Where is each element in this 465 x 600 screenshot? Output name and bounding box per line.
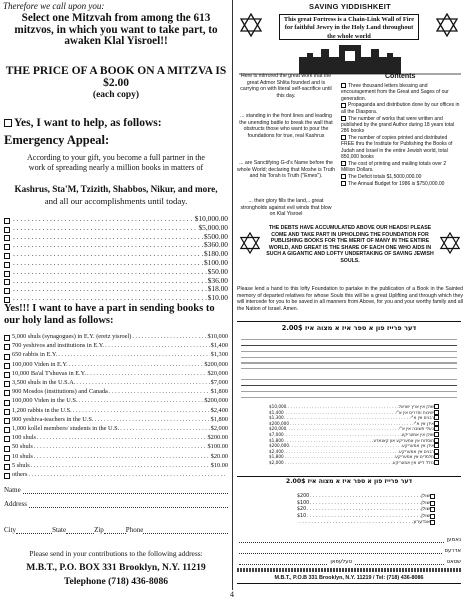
send-option-amount: $200,000 (204, 360, 228, 368)
telephone: Telephone (718) 436-8086 (63, 576, 169, 587)
send-option[interactable] (4, 387, 228, 396)
contents-item (341, 102, 461, 115)
send-option-label: 5,000 shuls (synagogues) in E.Y. (eretz yisroel) (12, 333, 132, 340)
hebrew-option-label: רבנים אין א"י (410, 415, 434, 421)
hebrew-small-option[interactable] (297, 514, 437, 521)
checkbox[interactable] (4, 409, 10, 415)
phone-field[interactable] (143, 533, 228, 534)
price-title: THE PRICE OF A BOOK ON A MITZVA IS $2.00 (5, 65, 227, 89)
checkbox[interactable] (4, 279, 10, 285)
hebrew-price-title: דער פרייז פון א ספר איז א מצוה איז 2.00$ (281, 324, 417, 332)
star-of-david-icon (239, 13, 263, 37)
hebrew-address-field[interactable] (239, 553, 442, 554)
hebrew-contact-form (239, 532, 461, 565)
send-option[interactable] (4, 350, 228, 359)
appeal-body: According to your gift, you become a full partner in the work of spreading nearly a million books in matters of (27, 153, 205, 172)
intro-text: Therefore we call upon you: (3, 1, 105, 11)
price-sub: (each copy) (92, 90, 140, 100)
amount-option[interactable] (4, 277, 228, 286)
contents-title: Contents (385, 73, 416, 80)
send-option[interactable] (4, 360, 228, 369)
checkbox[interactable] (434, 460, 439, 465)
send-option[interactable] (4, 415, 228, 424)
send-option[interactable] (4, 470, 228, 479)
contents-item-text: Three thousand letters blessing and encouragement from the Great and Sages of our generation. (341, 83, 449, 102)
column-divider (232, 0, 233, 592)
amount-value: $10.00 (207, 293, 228, 303)
divider (237, 321, 461, 322)
hebrew-option-amount: $2,400 (269, 448, 284, 454)
checkbox[interactable] (430, 494, 435, 499)
sanctifying-text: ... are Sanctifying G-d's Name before the whole World; declaring that Moshe is Truth and his Torah is Truth ("Emes"). (237, 160, 335, 180)
hebrew-option-amount: $200,000 (269, 420, 289, 426)
fortress-box: This great Fortress is a Chain-Link Wall of Fire for faithful Jewry in the Holy Land throughout the whole world (279, 14, 419, 40)
send-option[interactable] (4, 341, 228, 350)
send-options (4, 332, 228, 479)
checkbox[interactable] (4, 119, 12, 127)
appeal-end: and all our accomplishments until today. (44, 196, 188, 206)
star-of-david-icon (439, 232, 461, 254)
select-mitzvah-heading: Select one Mitzvah from among the 613 mitzvos, in which you want to take part, to awaken Klal Yisroel!! (14, 12, 218, 47)
hebrew-option-amount: $2,000 (269, 459, 284, 465)
contents-item-text: The Deficit totals $1,5000,000.00 (348, 174, 422, 181)
send-option-label: 650 rabbis in E.Y. (12, 351, 58, 359)
checkbox[interactable] (4, 390, 10, 396)
send-option[interactable] (4, 369, 228, 378)
send-option-label: 900 Mosdos (institutions) and Canada (12, 388, 108, 396)
send-option[interactable] (4, 442, 228, 451)
amount-option[interactable] (4, 294, 228, 303)
send-option-label: 100,000 Viden in the U.S. (12, 397, 78, 405)
hebrew-option-label: מלמדים אין אמעריקע (395, 454, 434, 460)
send-option-amount: $1,800 (210, 415, 228, 423)
hebrew-text-lines (241, 376, 457, 398)
checkbox[interactable] (4, 418, 10, 424)
checkbox[interactable] (434, 438, 439, 443)
hebrew-option-label: כולל לייט אין אמעריקע (392, 459, 434, 465)
send-option-label: 3,500 shuls in the U.S.A. (12, 379, 76, 387)
hebrew-small-label: שולן (421, 513, 430, 519)
hebrew-small-option[interactable] (297, 501, 437, 508)
send-option-label: 10 shuls (12, 452, 33, 460)
checkbox[interactable] (341, 116, 346, 121)
divider (237, 476, 461, 477)
hebrew-intro-block (241, 336, 457, 372)
hebrew-small-amount: $10 (297, 513, 307, 519)
contents-list (341, 83, 461, 188)
hebrew-option-amount: $1,800 (269, 437, 284, 443)
hebrew-option-label: רבנים אין אמעריקע (399, 448, 434, 454)
checkbox[interactable] (434, 410, 439, 415)
contents-item (341, 83, 461, 102)
hebrew-small-options (297, 494, 437, 527)
send-option-amount: $2,400 (210, 406, 228, 414)
checkbox[interactable] (4, 288, 10, 294)
checkbox[interactable] (4, 244, 10, 250)
send-option-amount: $1,800 (210, 388, 228, 396)
amount-option[interactable] (4, 268, 228, 277)
send-option-amount: $100.00 (207, 443, 228, 451)
checkbox[interactable] (4, 381, 10, 387)
amount-options (4, 215, 228, 303)
address-field[interactable] (29, 507, 228, 508)
hebrew-option-label: אידן אין אמעריקע (402, 443, 434, 449)
checkbox[interactable] (434, 432, 439, 437)
mirrored-text: Here is mirrored the great work that the great Admor Shlita founded and is carrying on with literal self-sacrifice until this day. (240, 73, 332, 99)
amount-option[interactable] (4, 259, 228, 268)
send-option[interactable] (4, 378, 228, 387)
hebrew-options (269, 404, 441, 466)
send-option-label: 700 yeshivos and institutions in E.Y. (12, 342, 105, 350)
send-option-label: 1,000 kollel members/ students in the U.S. (12, 425, 120, 433)
hebrew-small-option[interactable] (297, 494, 437, 501)
checkbox[interactable] (4, 363, 10, 369)
page-number: 4 (222, 590, 242, 599)
hebrew-text-lines (241, 336, 457, 372)
checkbox[interactable] (434, 449, 439, 454)
send-option-amount: $10,000 (207, 333, 228, 340)
send-option-amount: $20.00 (210, 452, 228, 460)
checkbox[interactable] (341, 161, 346, 166)
checkbox[interactable] (4, 262, 10, 268)
amount-value: $50.00 (207, 266, 228, 276)
send-option[interactable] (4, 461, 228, 470)
checkbox[interactable] (434, 426, 439, 431)
checkbox[interactable] (341, 103, 346, 108)
divider (237, 583, 461, 584)
glory-text: ... their glory fills the land,.. great strongholds against evil winds that blow on Klal Yisroel (240, 198, 332, 218)
send-option-amount: $1,300 (210, 351, 228, 359)
checkbox[interactable] (434, 421, 439, 426)
checkbox[interactable] (430, 514, 435, 519)
checkbox[interactable] (341, 174, 346, 179)
send-option[interactable] (4, 332, 228, 341)
checkbox[interactable] (4, 335, 10, 341)
address-label: Address (4, 500, 27, 508)
checkbox[interactable] (341, 83, 346, 88)
contents-item (341, 135, 461, 160)
amount-value: $100.00 (203, 257, 228, 267)
send-option[interactable] (4, 406, 228, 415)
hebrew-option-amount: $1,300 (269, 415, 284, 421)
saving-yiddishkeit-header: SAVING YIDDISHKEIT (309, 2, 391, 11)
hebrew-phone-field[interactable] (239, 564, 327, 565)
hebrew-city-label: שטאט (446, 559, 461, 565)
yes-help-heading: Yes, I want to help, as follows: (4, 117, 162, 129)
send-option-amount: $2,000 (210, 425, 228, 433)
hebrew-option-label: מוסדות אין אמעריקע און קאנאדע (373, 437, 434, 443)
amount-value: $10,000.00 (194, 214, 228, 223)
checkbox[interactable] (4, 473, 10, 479)
amount-option[interactable] (4, 224, 228, 233)
hebrew-small-label: אנדערע (413, 520, 430, 526)
send-option-label: 50 shuls (12, 443, 33, 451)
checkbox[interactable] (430, 520, 435, 525)
hebrew-small-amount: $20 (297, 507, 307, 513)
send-option-label: 10,000 Ba'al T'shuvas in E.Y. (12, 369, 86, 377)
name-field[interactable] (23, 493, 228, 494)
star-of-david-icon (435, 13, 459, 37)
hebrew-option[interactable] (269, 460, 441, 466)
checkbox[interactable] (4, 253, 10, 259)
name-label: Name (4, 486, 21, 494)
city-label: City (4, 526, 17, 534)
amount-value: $360.00 (203, 240, 228, 250)
send-option-amount: $200.00 (207, 434, 228, 442)
checkbox[interactable] (4, 344, 10, 350)
lend-hand-text: Please lend a hand to this lofty Foundation to partake in the publication of a Book in the Sainted memory of departed relatives for whose Souls this will be a great Uplifting and through which they will intercede for you to be saved in all manners from Above, for you and your worthy family and all the Nation of Israel. Amen. (237, 286, 463, 312)
checkbox[interactable] (4, 235, 10, 241)
amount-option[interactable] (4, 241, 228, 250)
state-label: State (52, 526, 67, 534)
hebrew-address-label: אדרעס (444, 548, 461, 554)
debts-appeal: THE DEBTS HAVE ACCUMULATED ABOVE OUR HEADS! PLEASE COME AND TAKE PART IN UPHOLDING THE FOUNDATION FOR PUBLISHING BOOKS FOR THE MERIT OF MANY IN THE ENTIRE WORLD, AND GREAT IS THE SHARE OF EACH ONE WHO AIDS IN SUCH A GIGANTIC AND LOFTY UNDERTAKING OF SAVING JEWISH SOULS. (266, 225, 434, 264)
checkbox[interactable] (4, 372, 10, 378)
checkbox[interactable] (4, 446, 10, 452)
emergency-appeal-heading: Emergency Appeal: (4, 133, 110, 147)
hebrew-small-amount: $200 (297, 494, 310, 499)
hebrew-option-amount: $200,000 (269, 443, 289, 449)
amount-value: $18.00 (207, 284, 228, 294)
contents-item (341, 161, 461, 174)
send-option[interactable] (4, 433, 228, 442)
hebrew-price-title-2: דער פרייז פון א ספר איז א מצוה איז 2.00$ (285, 478, 413, 485)
hebrew-small-label: שולן (421, 500, 430, 506)
send-option-label: others (12, 471, 28, 479)
hebrew-option-amount: $10,000 (269, 404, 287, 409)
hebrew-option-label: שולן אין ארץ ישראל (398, 404, 434, 409)
contents-item (341, 116, 461, 135)
hebrew-option-label: ישיבות וחדרים אין א"י (396, 409, 434, 415)
contents-item-text: The cost of printing and mailing totals over 2 Million Dollars. (341, 160, 447, 174)
right-footer-address: M.B.T., P.O.B 331 Brooklyn, N.Y. 11219 / Tel: (718) 436-8086 (274, 575, 424, 581)
hebrew-option-amount: $7,000 (269, 431, 284, 437)
checkbox[interactable] (434, 404, 439, 409)
hebrew-option-label: שולן אין אמעריקע (401, 431, 434, 437)
city-field[interactable] (16, 533, 52, 534)
mail-address: M.B.T., P.O. BOX 331 Brooklyn, N.Y. 11219 (26, 562, 206, 573)
fortress-illustration-icon (239, 43, 461, 75)
send-option-amount: $7,000 (210, 379, 228, 387)
hebrew-small-amount: $100 (297, 500, 310, 506)
send-option[interactable] (4, 424, 228, 433)
send-option-amount: $20,000 (207, 369, 228, 377)
contents-item (341, 181, 461, 187)
send-option-label: 100,000 Viden in E.Y. (12, 360, 68, 368)
checkbox[interactable] (4, 354, 10, 360)
checkbox[interactable] (4, 218, 10, 224)
hebrew-footer-line (237, 568, 461, 572)
front-lines-text: ... standing in the front lines and leading the unending battle to break the wall that obstructs those who want to pour the foundations for true, real Kashrus (239, 113, 333, 139)
hebrew-name-label: נאמען (446, 537, 461, 543)
send-option-label: 900 yeshiva-teachers in the U.S. (12, 415, 94, 423)
yes-send-heading: Yes!!! I want to have a part in sending books to our holy land as follows: (4, 303, 215, 326)
send-option-amount: $1,400 (210, 342, 228, 350)
contents-item-text: The number of works that were written and published by the grand Author during 18 years total 286 books (341, 115, 455, 135)
hebrew-city-field[interactable] (355, 564, 443, 565)
hebrew-option-amount: $1,400 (269, 409, 284, 415)
amount-option[interactable] (4, 250, 228, 259)
amount-option[interactable] (4, 215, 228, 224)
hebrew-name-field[interactable] (239, 542, 444, 543)
appeal-topics: Kashrus, Sta'M, Tzizith, Shabbos, Nikur, and more, (14, 184, 218, 194)
hebrew-small-option[interactable] (297, 520, 437, 527)
contents-item-text: The number of copies printed and distributed FREE thru the Institute for Publishing the Books of Judah and Israel in the entire Jewish world, total 850,000 books (341, 135, 453, 161)
checkbox[interactable] (4, 271, 10, 277)
checkbox[interactable] (4, 464, 10, 470)
checkbox[interactable] (341, 135, 346, 140)
contents-item-text: The Annual Budget for 1986 is $750,000.00 (348, 181, 445, 188)
phone-label: Phone (125, 526, 144, 534)
checkbox[interactable] (341, 181, 346, 186)
zip-field[interactable] (104, 533, 126, 534)
hebrew-option-amount: $1,800 (269, 454, 284, 460)
checkbox[interactable] (4, 400, 10, 406)
hebrew-phone-label: טעלעפאן (330, 559, 353, 565)
zip-label: Zip (94, 526, 104, 534)
checkbox[interactable] (430, 501, 435, 506)
contact-form (4, 480, 228, 534)
checkbox[interactable] (434, 454, 439, 459)
hebrew-option-label: בעלי תשובה אין א"י (399, 426, 434, 432)
checkbox[interactable] (4, 427, 10, 433)
amount-value: $5,000.00 (198, 222, 228, 232)
send-option-label: 1,200 rabbis in the U.S. (12, 406, 72, 414)
checkbox[interactable] (4, 455, 10, 461)
checkbox[interactable] (4, 227, 10, 233)
amount-value: $500.00 (203, 231, 228, 241)
send-option-label: 100 shuls (12, 434, 36, 442)
send-option-label: 5 shuls (12, 461, 30, 469)
contents-item-text: Propaganda and distribution done by our offices in all the Diaspora. (341, 102, 460, 115)
checkbox[interactable] (434, 415, 439, 420)
checkbox[interactable] (434, 443, 439, 448)
star-of-david-icon (239, 232, 261, 254)
send-option[interactable] (4, 452, 228, 461)
state-field[interactable] (66, 533, 94, 534)
left-column (0, 0, 232, 600)
amount-value: $180.00 (203, 249, 228, 259)
hebrew-small-option[interactable] (297, 507, 437, 514)
amount-value: $36.00 (207, 275, 228, 285)
send-option-amount: $10.00 (210, 461, 228, 469)
contents-item (341, 174, 461, 180)
send-option[interactable] (4, 396, 228, 405)
checkbox[interactable] (4, 436, 10, 442)
hebrew-small-label: שולן (421, 507, 430, 513)
amount-option[interactable] (4, 285, 228, 294)
hebrew-option-amount: $20,000 (269, 426, 287, 432)
hebrew-small-label: שולן (421, 494, 430, 499)
send-option-amount: $200,000 (204, 397, 228, 405)
send-note: Please send in your contributions to the following address: (29, 549, 203, 558)
right-column (235, 0, 465, 600)
amount-option[interactable] (4, 233, 228, 242)
hebrew-option-label: אידן אין א"י (413, 420, 434, 426)
checkbox[interactable] (430, 507, 435, 512)
